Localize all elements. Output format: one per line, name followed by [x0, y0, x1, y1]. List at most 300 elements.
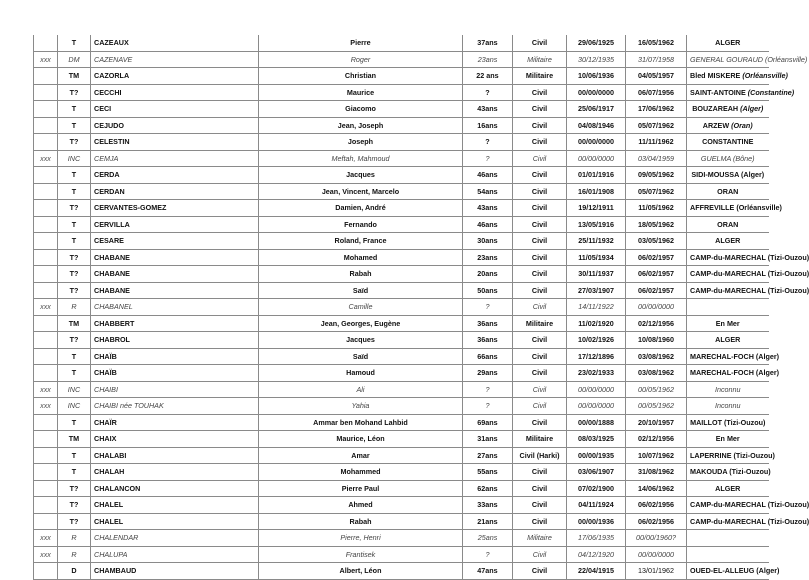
status-cell: Civil: [513, 282, 567, 299]
place-name: ALGER: [715, 483, 741, 493]
age-cell: 31ans: [463, 431, 513, 448]
surname-cell: CHAIBI née TOUHAK: [91, 398, 259, 415]
death-date-cell: 31/08/1962: [626, 464, 687, 481]
first-names-cell: Roger: [259, 51, 463, 68]
place-name: GUELMA (Bône): [700, 153, 755, 163]
table-row: [34, 233, 769, 250]
first-names-cell: Frantisek: [259, 546, 463, 563]
death-date-cell: 00/00/0000: [626, 299, 687, 316]
first-names-cell: Saïd: [259, 282, 463, 299]
age-cell: 30ans: [463, 233, 513, 250]
birth-date-cell: 11/05/1934: [567, 249, 626, 266]
death-date-cell: 16/05/1962: [626, 35, 687, 51]
table-row: [34, 348, 769, 365]
birth-date-cell: 00/00/0000: [567, 84, 626, 101]
first-names-cell: Jean, Vincent, Marcelo: [259, 183, 463, 200]
code-cell: T?: [58, 134, 91, 151]
death-date-cell: 03/04/1959: [626, 150, 687, 167]
place-cell: [687, 447, 775, 464]
surname-cell: CELESTIN: [91, 134, 259, 151]
table-row: [34, 183, 769, 200]
surname-cell: CHABANE: [91, 282, 259, 299]
status-cell: Civil: [513, 513, 567, 530]
place-cell: [687, 150, 769, 167]
mark-cell: [34, 266, 58, 283]
mark-cell: xxx: [34, 299, 58, 316]
table-row: [34, 497, 769, 514]
birth-date-cell: 30/11/1937: [567, 266, 626, 283]
first-names-cell: Jean, Georges, Eugène: [259, 315, 463, 332]
place-name: SIDI-MOUSSA (Alger): [691, 170, 765, 179]
birth-date-cell: 00/00/0000: [567, 134, 626, 151]
place-cell: [687, 51, 808, 68]
place-cell: [687, 464, 769, 481]
first-names-cell: Roland, France: [259, 233, 463, 250]
place-region: (Alger): [740, 104, 764, 113]
place-cell: [687, 348, 780, 365]
place-name: Bled MISKERE: [690, 71, 743, 80]
first-names-cell: Fernando: [259, 216, 463, 233]
status-cell: Civil: [513, 348, 567, 365]
mark-cell: [34, 497, 58, 514]
table-row: [34, 68, 769, 85]
death-date-cell: 03/08/1962: [626, 348, 687, 365]
age-cell: ?: [463, 134, 513, 151]
age-cell: 69ans: [463, 414, 513, 431]
status-cell: Civil: [513, 398, 567, 415]
table-row: [34, 84, 769, 101]
status-cell: Civil: [513, 249, 567, 266]
surname-cell: CESARE: [91, 233, 259, 250]
code-cell: T?: [58, 282, 91, 299]
age-cell: 36ans: [463, 315, 513, 332]
birth-date-cell: 14/11/1922: [567, 299, 626, 316]
place-region: (Orléansville): [742, 71, 788, 80]
code-cell: T?: [58, 513, 91, 530]
age-cell: 16ans: [463, 117, 513, 134]
surname-cell: CAZORLA: [91, 68, 259, 85]
table-row: [34, 398, 769, 415]
code-cell: INC: [58, 150, 91, 167]
code-cell: T: [58, 216, 91, 233]
place-cell: [687, 216, 769, 233]
table-row: [34, 365, 769, 382]
death-date-cell: 02/12/1956: [626, 431, 687, 448]
death-date-cell: 02/12/1956: [626, 315, 687, 332]
table-row: [34, 563, 769, 580]
birth-date-cell: 29/06/1925: [567, 35, 626, 51]
surname-cell: CHABANE: [91, 249, 259, 266]
table-row: [34, 51, 769, 68]
status-cell: Civil: [513, 117, 567, 134]
age-cell: 46ans: [463, 216, 513, 233]
death-date-cell: 05/07/1962: [626, 183, 687, 200]
status-cell: Civil: [513, 464, 567, 481]
place-name: CAMP-du-MARECHAL (Tizi-Ouzou): [690, 252, 809, 262]
status-cell: Militaire: [513, 431, 567, 448]
code-cell: R: [58, 530, 91, 547]
status-cell: Civil: [513, 101, 567, 118]
table-row: [34, 332, 769, 349]
place-cell: [687, 282, 809, 299]
surname-cell: CERVANTES-GOMEZ: [91, 200, 259, 217]
code-cell: T: [58, 117, 91, 134]
first-names-cell: Saïd: [259, 348, 463, 365]
table-row: [34, 216, 769, 233]
mark-cell: [34, 167, 58, 184]
code-cell: T: [58, 447, 91, 464]
birth-date-cell: 03/06/1907: [567, 464, 626, 481]
first-names-cell: Camille: [259, 299, 463, 316]
table-row: [34, 381, 769, 398]
age-cell: 36ans: [463, 332, 513, 349]
place-name: MAKOUDA (Tizi-Ouzou): [690, 467, 771, 476]
mark-cell: [34, 216, 58, 233]
place-name: ORAN: [717, 186, 739, 196]
status-cell: Civil: [513, 414, 567, 431]
code-cell: TM: [58, 68, 91, 85]
birth-date-cell: 23/02/1933: [567, 365, 626, 382]
mark-cell: [34, 431, 58, 448]
mark-cell: xxx: [34, 381, 58, 398]
status-cell: Civil: [513, 200, 567, 217]
place-name: ALGER: [715, 335, 741, 344]
code-cell: T?: [58, 266, 91, 283]
first-names-cell: Maurice: [259, 84, 463, 101]
first-names-cell: Mohammed: [259, 464, 463, 481]
code-cell: D: [58, 563, 91, 580]
death-date-cell: 06/02/1957: [626, 249, 687, 266]
code-cell: INC: [58, 381, 91, 398]
death-date-cell: 06/07/1956: [626, 84, 687, 101]
death-date-cell: 31/07/1958: [626, 51, 687, 68]
table-row: [34, 431, 769, 448]
mark-cell: [34, 464, 58, 481]
surname-cell: CHALENDAR: [91, 530, 259, 547]
first-names-cell: Ammar ben Mohand Lahbid: [259, 414, 463, 431]
first-names-cell: Jacques: [259, 332, 463, 349]
code-cell: T?: [58, 249, 91, 266]
death-date-cell: 03/08/1962: [626, 365, 687, 382]
death-date-cell: 10/07/1962: [626, 447, 687, 464]
place-cell: [687, 546, 769, 563]
first-names-cell: Jean, Joseph: [259, 117, 463, 134]
surname-cell: CECI: [91, 101, 259, 118]
first-names-cell: Pierre, Henri: [259, 530, 463, 547]
birth-date-cell: 22/04/1915: [567, 563, 626, 580]
code-cell: T?: [58, 332, 91, 349]
table-row: [34, 282, 769, 299]
mark-cell: [34, 249, 58, 266]
age-cell: 47ans: [463, 563, 513, 580]
age-cell: ?: [463, 398, 513, 415]
age-cell: ?: [463, 299, 513, 316]
age-cell: 55ans: [463, 464, 513, 481]
birth-date-cell: 00/00/0000: [567, 150, 626, 167]
place-name: En Mer: [715, 434, 740, 443]
place-name: BOUZAREAH: [692, 104, 741, 113]
mark-cell: [34, 513, 58, 530]
birth-date-cell: 07/02/1900: [567, 480, 626, 497]
surname-cell: CHAMBAUD: [91, 563, 259, 580]
place-name: MARECHAL-FOCH (Alger): [690, 351, 780, 361]
mark-cell: [34, 282, 58, 299]
place-name: ALGER: [715, 236, 741, 245]
death-date-cell: 06/02/1957: [626, 282, 687, 299]
surname-cell: CHABANE: [91, 266, 259, 283]
death-date-cell: 06/02/1956: [626, 497, 687, 514]
place-cell: [687, 381, 769, 398]
age-cell: 27ans: [463, 447, 513, 464]
age-cell: 54ans: [463, 183, 513, 200]
status-cell: Civil: [513, 35, 567, 51]
status-cell: Civil: [513, 167, 567, 184]
age-cell: 23ans: [463, 51, 513, 68]
first-names-cell: Meftah, Mahmoud: [259, 150, 463, 167]
age-cell: 21ans: [463, 513, 513, 530]
death-date-cell: 11/05/1962: [626, 200, 687, 217]
code-cell: T?: [58, 480, 91, 497]
table-row: [34, 266, 769, 283]
status-cell: Militaire: [513, 315, 567, 332]
surname-cell: CERVILLA: [91, 216, 259, 233]
first-names-cell: Rabah: [259, 513, 463, 530]
code-cell: T?: [58, 84, 91, 101]
death-date-cell: 04/05/1957: [626, 68, 687, 85]
code-cell: TM: [58, 431, 91, 448]
status-cell: Civil: [513, 84, 567, 101]
birth-date-cell: 00/00/0000: [567, 398, 626, 415]
place-name: AFFREVILLE (Orléansville): [690, 203, 782, 212]
mark-cell: [34, 365, 58, 382]
birth-date-cell: 11/02/1920: [567, 315, 626, 332]
place-cell: [687, 530, 769, 547]
mark-cell: [34, 315, 58, 332]
first-names-cell: Rabah: [259, 266, 463, 283]
code-cell: T?: [58, 497, 91, 514]
age-cell: 25ans: [463, 530, 513, 547]
place-cell: [687, 84, 795, 101]
code-cell: T: [58, 414, 91, 431]
place-cell: [687, 315, 769, 332]
first-names-cell: Giacomo: [259, 101, 463, 118]
place-name: MARECHAL-FOCH (Alger): [690, 368, 780, 377]
first-names-cell: Maurice, Léon: [259, 431, 463, 448]
death-date-cell: 00/05/1962: [626, 398, 687, 415]
place-name: ORAN: [717, 219, 739, 229]
table-row: [34, 447, 769, 464]
mark-cell: [34, 101, 58, 118]
birth-date-cell: 10/02/1926: [567, 332, 626, 349]
table-row: [34, 299, 769, 316]
age-cell: 46ans: [463, 167, 513, 184]
status-cell: Civil: [513, 216, 567, 233]
mark-cell: xxx: [34, 398, 58, 415]
first-names-cell: Pierre: [259, 35, 463, 51]
place-name: MAILLOT (Tizi-Ouzou): [690, 417, 766, 427]
age-cell: 22 ans: [463, 68, 513, 85]
status-cell: Civil: [513, 563, 567, 580]
status-cell: Civil: [513, 480, 567, 497]
first-names-cell: Hamoud: [259, 365, 463, 382]
place-cell: [687, 134, 769, 151]
place-cell: [687, 101, 769, 118]
status-cell: Civil: [513, 299, 567, 316]
place-cell: [687, 249, 809, 266]
code-cell: T: [58, 35, 91, 51]
birth-date-cell: 17/12/1896: [567, 348, 626, 365]
place-cell: [687, 497, 809, 514]
mark-cell: xxx: [34, 546, 58, 563]
place-cell: [687, 299, 769, 316]
place-cell: [687, 35, 769, 51]
mark-cell: [34, 35, 58, 51]
surname-cell: CHALABI: [91, 447, 259, 464]
mark-cell: [34, 84, 58, 101]
place-cell: [687, 431, 769, 448]
death-date-cell: 13/01/1962: [626, 563, 687, 580]
place-cell: [687, 266, 809, 283]
mark-cell: [34, 414, 58, 431]
place-name: CAMP-du-MARECHAL (Tizi-Ouzou): [690, 269, 809, 278]
place-name: SAINT-ANTOINE: [690, 87, 748, 97]
birth-date-cell: 04/12/1920: [567, 546, 626, 563]
place-cell: [687, 200, 782, 217]
status-cell: Civil: [513, 497, 567, 514]
place-name: ALGER: [715, 38, 741, 47]
code-cell: TM: [58, 315, 91, 332]
birth-date-cell: 04/11/1924: [567, 497, 626, 514]
surname-cell: CECCHI: [91, 84, 259, 101]
code-cell: T: [58, 464, 91, 481]
place-cell: [687, 117, 769, 134]
surname-cell: CHALEL: [91, 497, 259, 514]
death-date-cell: 00/00/1960?: [626, 530, 687, 547]
birth-date-cell: 25/11/1932: [567, 233, 626, 250]
death-date-cell: 00/05/1962: [626, 381, 687, 398]
death-date-cell: 06/02/1956: [626, 513, 687, 530]
birth-date-cell: 00/00/1936: [567, 513, 626, 530]
death-date-cell: 17/06/1962: [626, 101, 687, 118]
mark-cell: xxx: [34, 51, 58, 68]
mark-cell: [34, 68, 58, 85]
table-row: [34, 167, 769, 184]
birth-date-cell: 00/00/1935: [567, 447, 626, 464]
place-name: CAMP-du-MARECHAL (Tizi-Ouzou): [690, 500, 809, 509]
surname-cell: CHALANCON: [91, 480, 259, 497]
status-cell: Civil (Harki): [513, 447, 567, 464]
first-names-cell: Yahia: [259, 398, 463, 415]
mark-cell: [34, 183, 58, 200]
table-row: [34, 513, 769, 530]
status-cell: Civil: [513, 381, 567, 398]
code-cell: DM: [58, 51, 91, 68]
surname-cell: CHAIX: [91, 431, 259, 448]
place-cell: [687, 365, 780, 382]
status-cell: Civil: [513, 183, 567, 200]
code-cell: R: [58, 299, 91, 316]
surname-cell: CERDAN: [91, 183, 259, 200]
first-names-cell: Jacques: [259, 167, 463, 184]
status-cell: Militaire: [513, 530, 567, 547]
code-cell: T: [58, 101, 91, 118]
death-date-cell: 14/06/1962: [626, 480, 687, 497]
surname-cell: CHALAH: [91, 464, 259, 481]
death-date-cell: 10/08/1960: [626, 332, 687, 349]
mark-cell: xxx: [34, 530, 58, 547]
surname-cell: CHALUPA: [91, 546, 259, 563]
surname-cell: CHABBERT: [91, 315, 259, 332]
mark-cell: xxx: [34, 150, 58, 167]
age-cell: 20ans: [463, 266, 513, 283]
table-row: [34, 117, 769, 134]
code-cell: T: [58, 348, 91, 365]
first-names-cell: Joseph: [259, 134, 463, 151]
place-cell: [687, 332, 769, 349]
place-name: GENERAL GOURAUD (Orléansville): [690, 54, 808, 64]
status-cell: Civil: [513, 134, 567, 151]
table-row: [34, 315, 769, 332]
surname-cell: CHABROL: [91, 332, 259, 349]
first-names-cell: Christian: [259, 68, 463, 85]
age-cell: 29ans: [463, 365, 513, 382]
place-name: CONSTANTINE: [702, 137, 754, 146]
mark-cell: [34, 117, 58, 134]
death-date-cell: 09/05/1962: [626, 167, 687, 184]
place-name: LAPERRINE (Tizi-Ouzou): [690, 450, 775, 460]
birth-date-cell: 16/01/1908: [567, 183, 626, 200]
table-row: [34, 249, 769, 266]
age-cell: ?: [463, 381, 513, 398]
code-cell: T: [58, 167, 91, 184]
birth-date-cell: 30/12/1935: [567, 51, 626, 68]
death-date-cell: 05/07/1962: [626, 117, 687, 134]
place-cell: [687, 480, 769, 497]
mark-cell: [34, 480, 58, 497]
table-row: [34, 546, 769, 563]
birth-date-cell: 01/01/1916: [567, 167, 626, 184]
place-name: OUED-EL-ALLEUG (Alger): [690, 566, 780, 575]
mark-cell: [34, 134, 58, 151]
age-cell: 43ans: [463, 101, 513, 118]
table-row: [34, 464, 769, 481]
table-row: [34, 414, 769, 431]
code-cell: T: [58, 183, 91, 200]
birth-date-cell: 27/03/1907: [567, 282, 626, 299]
death-date-cell: 00/00/0000: [626, 546, 687, 563]
mark-cell: [34, 332, 58, 349]
birth-date-cell: 25/06/1917: [567, 101, 626, 118]
age-cell: 43ans: [463, 200, 513, 217]
place-cell: [687, 414, 769, 431]
place-name: En Mer: [715, 318, 740, 328]
surname-cell: CHABANEL: [91, 299, 259, 316]
age-cell: 37ans: [463, 35, 513, 51]
status-cell: Civil: [513, 266, 567, 283]
table-row: [34, 150, 769, 167]
birth-date-cell: 13/05/1916: [567, 216, 626, 233]
victims-table: [33, 35, 809, 580]
place-name: ARZEW: [702, 120, 732, 130]
table-row: [34, 134, 769, 151]
code-cell: T: [58, 365, 91, 382]
mark-cell: [34, 563, 58, 580]
table-row: [34, 200, 769, 217]
place-cell: [687, 563, 780, 580]
death-date-cell: 06/02/1957: [626, 266, 687, 283]
table-body: [34, 35, 809, 579]
death-date-cell: 18/05/1962: [626, 216, 687, 233]
